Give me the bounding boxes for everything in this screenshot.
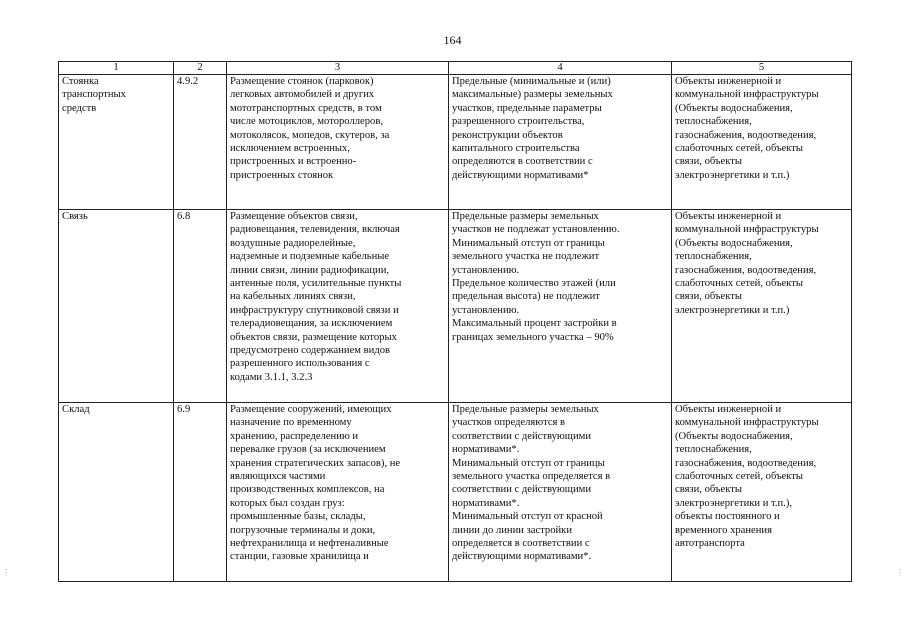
use-type-parameters: Предельные размеры земельных участков определяются в соответствии с действующими нормативами*. Минимальный отступ от границы земельного участка определяется в соответствии с действующими нормативами*. Минимальный отступ от красной линии до линии застройки определяется в соответствии с действующими нормативами*. bbox=[449, 403, 672, 582]
use-type-code: 6.9 bbox=[174, 403, 227, 582]
page-number: 164 bbox=[443, 33, 462, 47]
header-row bbox=[59, 62, 852, 75]
use-type-description: Размещение объектов связи, радиовещания, телевидения, включая воздушные радиорелейные, надземные и подземные кабельные линии связи, линии радиофикации, антенные поля, усилительные пункты на кабельных линиях связи, инфраструктуру спутниковой связи и телерадиовещания, за исключением объектов связи, размещение которых предусмотрено содержанием видов разрешенного использования с кодами 3.1.1, 3.2.3 bbox=[227, 210, 449, 403]
use-type-name: Связь bbox=[59, 210, 174, 403]
table-row bbox=[59, 210, 852, 403]
header-col-3: 3 bbox=[227, 62, 449, 75]
header-col-1: 1 bbox=[59, 62, 174, 75]
use-type-description: Размещение стоянок (парковок) легковых автомобилей и других мототранспортных средств, в том числе мотоциклов, мотороллеров, мотоколясок, мопедов, скутеров, за исключением встроенных, пристроенных и встроенно- пристроенных стоянок bbox=[227, 75, 449, 210]
use-type-parameters: Предельные размеры земельных участков не подлежат установлению. Минимальный отступ от границы земельного участка не подлежит установлению. Предельное количество этажей (или предельная высота) не подлежит установлению. Максимальный процент застройки в границах земельного участка – 90% bbox=[449, 210, 672, 403]
use-type-code: 6.8 bbox=[174, 210, 227, 403]
use-type-parameters: Предельные (минимальные и (или) максимальные) размеры земельных участков, предельные параметры разрешенного строительства, реконструкции объектов капитального строительства определяются в соответствии с действующими нормативами* bbox=[449, 75, 672, 210]
use-type-objects: Объекты инженерной и коммунальной инфраструктуры (Объекты водоснабжения, теплоснабжения, газоснабжения, водоотведения, слаботочных сетей, объекты связи, объекты электроэнергетики и т.п.), объекты постоянного и временного хранения автотранспорта bbox=[672, 403, 852, 582]
scan-edge-mark: ⋮ bbox=[2, 568, 10, 577]
use-type-objects: Объекты инженерной и коммунальной инфраструктуры (Объекты водоснабжения, теплоснабжения, газоснабжения, водоотведения, слаботочных сетей, объекты связи, объекты электроэнергетики и т.п.) bbox=[672, 75, 852, 210]
use-type-name: Склад bbox=[59, 403, 174, 582]
use-type-description: Размещение сооружений, имеющих назначение по временному хранению, распределению и перевалке грузов (за исключением хранения стратегических запасов), не являющихся частями производственных комплексов, на которых был создан груз: промышленные базы, склады, погрузочные терминалы и доки, нефтехранилища и нефтеналивные станции, газовые хранилища и bbox=[227, 403, 449, 582]
land-use-table bbox=[58, 61, 852, 582]
use-type-name: Стоянка транспортных средств bbox=[59, 75, 174, 210]
use-type-objects: Объекты инженерной и коммунальной инфраструктуры (Объекты водоснабжения, теплоснабжения, газоснабжения, водоотведения, слаботочных сетей, объекты связи, объекты электроэнергетики и т.п.) bbox=[672, 210, 852, 403]
use-type-code: 4.9.2 bbox=[174, 75, 227, 210]
scan-edge-mark: ⋮ bbox=[896, 568, 904, 577]
table-row bbox=[59, 75, 852, 210]
header-col-4: 4 bbox=[449, 62, 672, 75]
header-col-2: 2 bbox=[174, 62, 227, 75]
header-col-5: 5 bbox=[672, 62, 852, 75]
table-row bbox=[59, 403, 852, 582]
